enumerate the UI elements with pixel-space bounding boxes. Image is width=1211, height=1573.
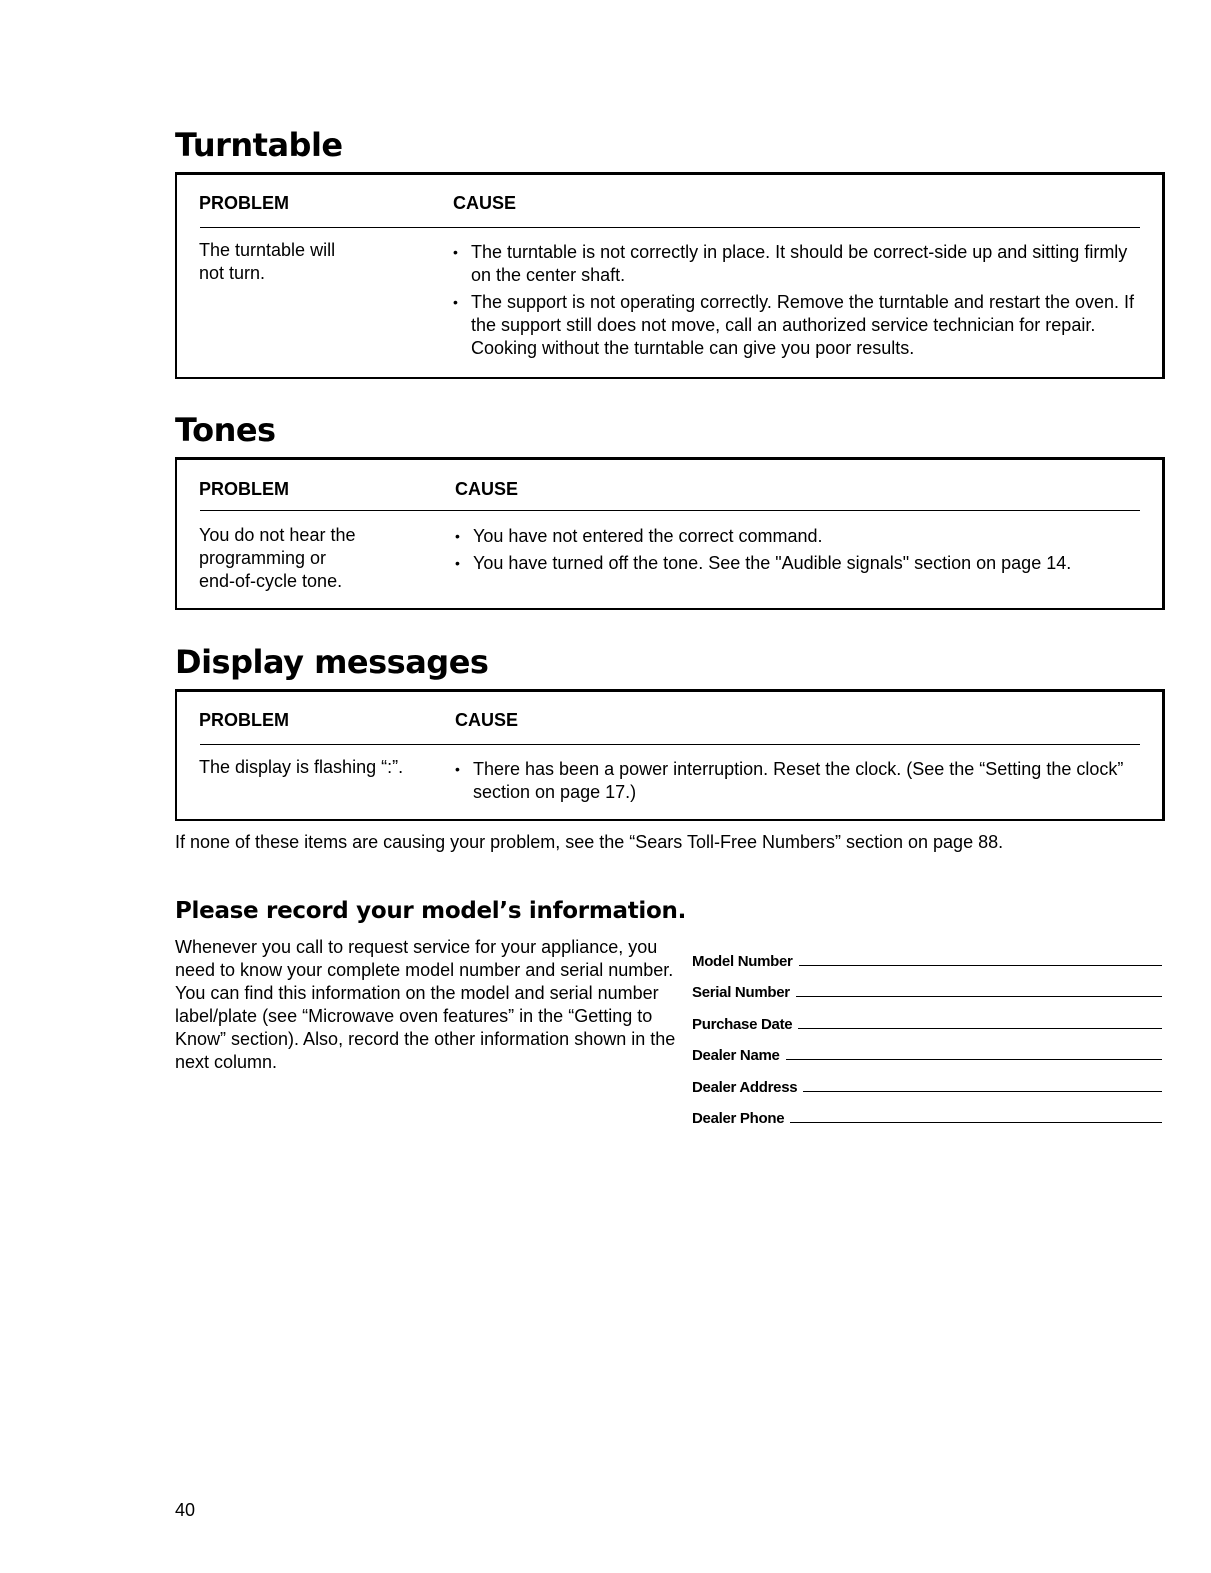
cause-header: CAUSE — [455, 710, 519, 730]
blank-line — [798, 1028, 1162, 1029]
problem-header: PROBLEM — [199, 193, 289, 213]
problem-text: The turntable will not turn. — [199, 240, 336, 283]
problem-header: PROBLEM — [199, 479, 289, 499]
header-rule — [200, 510, 1140, 511]
cause-item: • You have not entered the correct command. — [455, 525, 1144, 548]
turntable-title: Turntable — [175, 126, 343, 164]
cause-list — [453, 241, 1144, 364]
blank-line — [803, 1091, 1162, 1092]
tones-table — [175, 457, 1165, 610]
blank-line — [799, 965, 1162, 966]
tones-title: Tones — [175, 411, 276, 449]
record-info-body: Whenever you call to request service for your appliance, you need to know your complete model number and serial number. You can find this information on the model and serial number label/plate (see “Microwave oven features” in the “Getting to Know” section). Also, record the other information shown in the next column. — [175, 937, 676, 1072]
cause-header: CAUSE — [455, 479, 519, 499]
blank-line — [790, 1122, 1162, 1123]
dealer-address-field: Dealer Address — [692, 1064, 1162, 1096]
record-fields — [692, 938, 1162, 1127]
purchase-date-field: Purchase Date — [692, 1001, 1162, 1033]
footer-note: If none of these items are causing your problem, see the “Sears Toll-Free Numbers” section on page 88. — [175, 832, 1004, 852]
dealer-phone-field: Dealer Phone — [692, 1096, 1162, 1128]
cause-header: CAUSE — [453, 193, 517, 213]
cause-item: • The support is not operating correctly. Remove the turntable and restart the oven. If the support still does not move, call an authorized service technician for repair. Cooking without the turntable can give you poor results. — [453, 291, 1144, 360]
blank-line — [786, 1059, 1162, 1060]
cause-list — [455, 525, 1144, 579]
display-messages-title: Display messages — [175, 643, 489, 681]
serial-number-field: Serial Number — [692, 970, 1162, 1002]
blank-line — [796, 996, 1162, 997]
turntable-table — [175, 172, 1165, 379]
problem-text: The display is flashing “:”. — [199, 757, 404, 777]
problem-text: You do not hear the programming or end-of-cycle tone. — [199, 525, 356, 591]
cause-item: • You have turned off the tone. See the "Audible signals" section on page 14. — [455, 552, 1144, 575]
header-rule — [200, 227, 1140, 228]
cause-item: • There has been a power interruption. Reset the clock. (See the “Setting the clock” section on page 17.) — [455, 758, 1144, 804]
display-table — [175, 689, 1165, 821]
model-number-field: Model Number — [692, 938, 1162, 970]
cause-list — [455, 758, 1144, 808]
cause-item: • The turntable is not correctly in place. It should be correct-side up and sitting firmly on the center shaft. — [453, 241, 1144, 287]
header-rule — [200, 744, 1140, 745]
problem-header: PROBLEM — [199, 710, 289, 730]
record-info-title: Please record your model’s information. — [175, 898, 687, 924]
page-number: 40 — [175, 1500, 196, 1520]
dealer-name-field: Dealer Name — [692, 1033, 1162, 1065]
